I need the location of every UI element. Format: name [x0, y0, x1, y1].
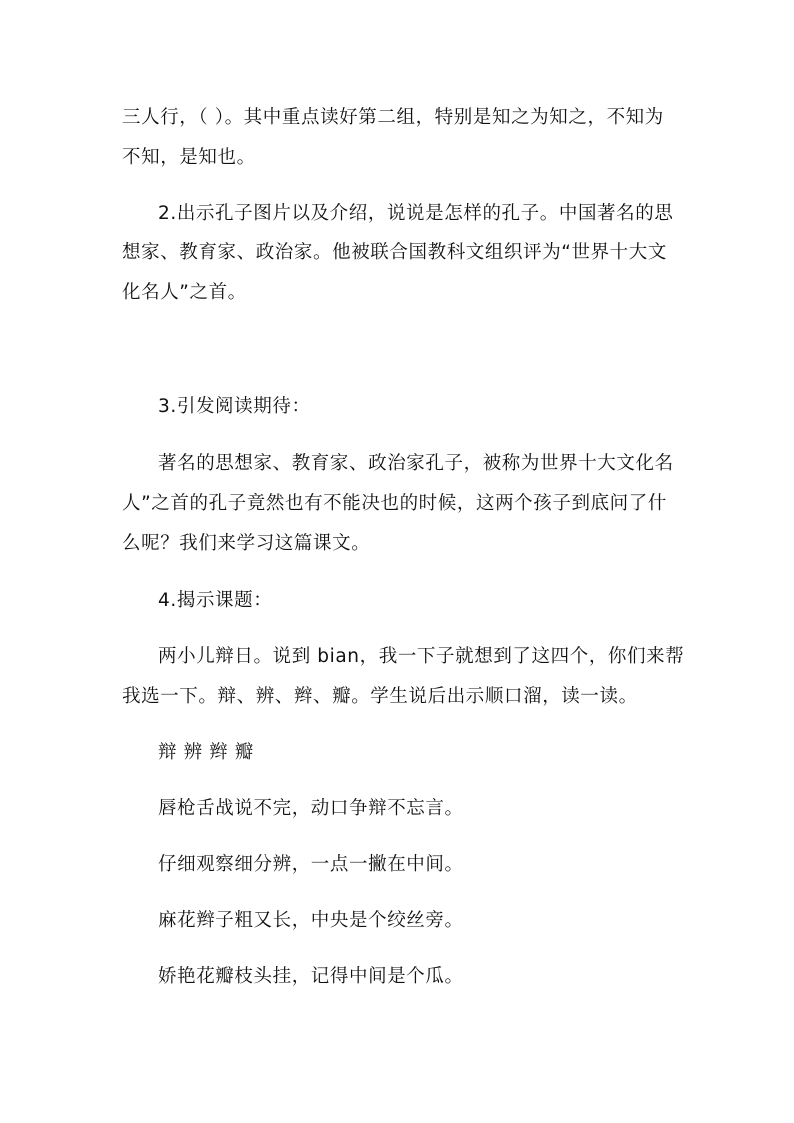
section-2-line-3: 化名人”之首。 [122, 282, 247, 303]
section-2-line-2: 想家、教育家、政治家。他被联合国教科文组织评为“世界十大文 [122, 242, 667, 263]
rhyme-line-3: 麻花辫子粗又长，中央是个绞丝旁。 [158, 910, 464, 931]
section-4-line-1: 两小儿辩日。说到 bian，我一下子就想到了这四个，你们来帮 [158, 646, 685, 667]
rhyme-line-1: 唇枪舌战说不完，动口争辩不忘言。 [158, 798, 464, 819]
section-4-heading: 4.揭示课题： [158, 590, 273, 611]
section-4-line-2: 我选一下。辩、辨、辫、瓣。学生说后出示顺口溜，读一读。 [122, 686, 638, 707]
paragraph-line-2: 不知，是知也。 [122, 147, 256, 168]
character-list: 辩 辨 辫 瓣 [158, 742, 254, 763]
section-3-line-3: 么呢？我们来学习这篇课文。 [122, 533, 371, 554]
section-3-line-2: 人”之首的孔子竟然也有不能决也的时候，这两个孩子到底问了什 [122, 493, 667, 514]
rhyme-line-2: 仔细观察细分辨，一点一撇在中间。 [158, 854, 464, 875]
section-3-heading: 3.引发阅读期待： [158, 396, 311, 417]
paragraph-line-1: 三人行，（ ）。其中重点读好第二组，特别是知之为知之，不知为 [122, 107, 664, 128]
section-3-line-1: 著名的思想家、教育家、政治家孔子，被称为世界十大文化名 [158, 453, 674, 474]
section-2-line-1: 2.出示孔子图片以及介绍，说说是怎样的孔子。中国著名的思 [158, 203, 674, 224]
rhyme-line-4: 娇艳花瓣枝头挂，记得中间是个瓜。 [158, 966, 464, 987]
